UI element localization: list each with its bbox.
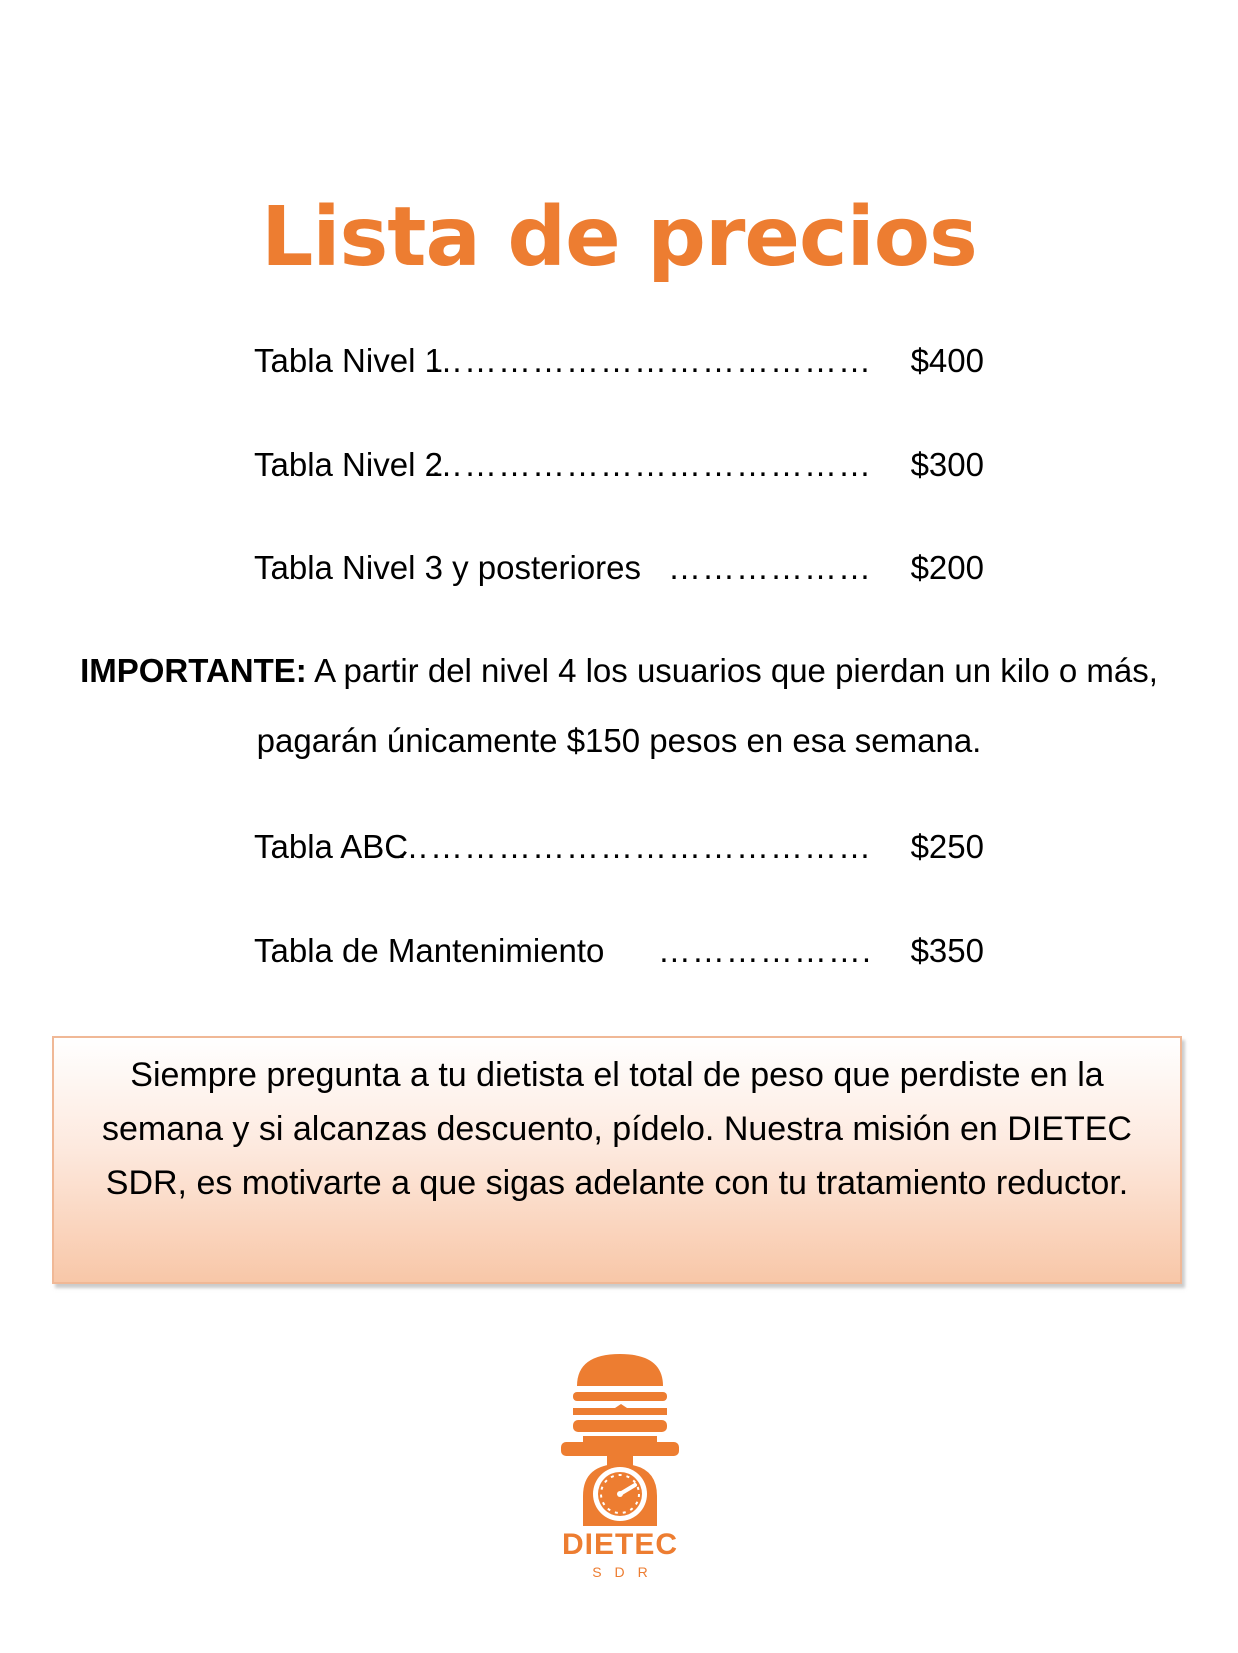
price-item-label: Tabla Nivel 1 [254, 342, 443, 379]
important-notice [70, 636, 1168, 776]
dietec-logo [555, 1348, 685, 1588]
dot-leader: ………………. [657, 932, 872, 969]
price-value: $200 [910, 549, 984, 586]
price-row-abc [254, 822, 994, 872]
price-value: $300 [910, 446, 984, 483]
price-row-nivel-2 [254, 440, 994, 490]
logo-name: DIETEC [561, 1528, 678, 1561]
price-value: $250 [910, 828, 984, 865]
page-title: Lista de precios [261, 190, 977, 285]
dot-leader: ………………………………… [430, 342, 872, 379]
price-value: $400 [910, 342, 984, 379]
dot-leader: ………………………………… [430, 446, 872, 483]
price-item-label: Tabla Nivel 3 y posteriores [254, 549, 642, 586]
dot-leader: ……………… [668, 549, 872, 586]
burger-scale-icon [555, 1348, 685, 1528]
important-label: IMPORTANTE: [80, 652, 307, 689]
important-text: A partir del nivel 4 los usuarios que pierdan un kilo o más, pagarán únicamente $150 pesos en esa semana. [256, 652, 1158, 759]
price-value: $350 [910, 932, 984, 969]
price-row-mantenimiento [254, 926, 994, 976]
note-box: Siempre pregunta a tu dietista el total de peso que perdiste en la semana y si alcanzas descuento, pídelo. Nuestra misión en DIETEC SDR, es motivarte a que sigas adelante con tu tratamiento reductor. [52, 1036, 1182, 1284]
dot-leader: …………………………………… [396, 828, 872, 865]
price-row-nivel-3 [254, 543, 994, 593]
price-row-nivel-1 [254, 336, 994, 386]
price-item-label: Tabla Nivel 2 [254, 446, 443, 483]
price-item-label: Tabla ABC [254, 828, 409, 865]
price-item-label: Tabla de Mantenimiento [254, 932, 605, 969]
logo-subtitle: SDR [592, 1564, 661, 1580]
